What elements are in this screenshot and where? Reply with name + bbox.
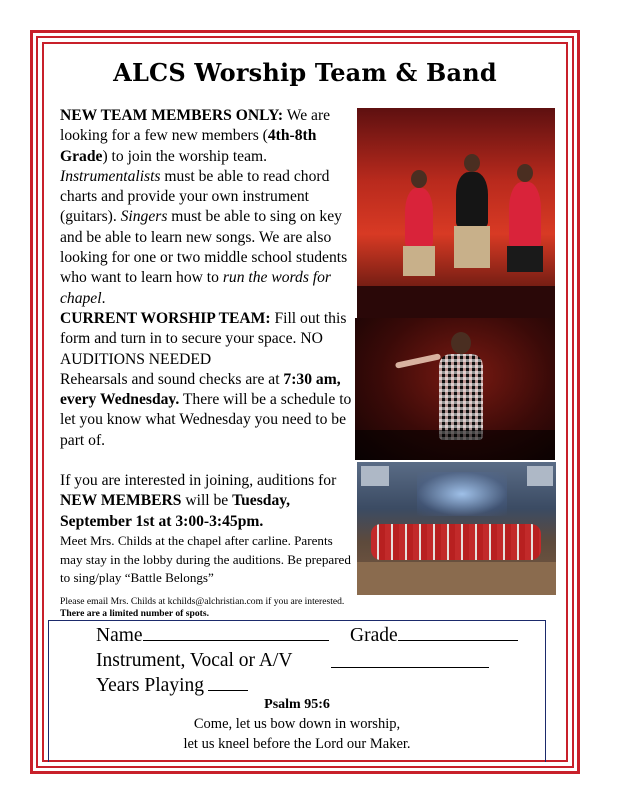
instrument-row xyxy=(96,650,292,672)
grade-field[interactable] xyxy=(398,626,518,641)
name-label: Name xyxy=(96,625,143,646)
grade-range: 4th-8th Grade xyxy=(60,127,317,165)
rehearsal-paragraph: Rehearsals and sound checks are at 7:30 am, every Wednesday. There will be a schedule to let you know what Wednesday you need to be part of. xyxy=(60,370,352,449)
instrument-field[interactable] xyxy=(331,653,489,668)
verse-reference: Psalm 95:6 xyxy=(264,697,330,712)
new-members-paragraph: NEW TEAM MEMBERS ONLY: We are looking for a few new members (4th-8th Grade) to join the worship team. Instrumentalists must be able to read chord charts and provide your own instrument (guitars). Singers must be able to sing on key and be able to learn new songs. We are also looking for one or two middle school students who want to learn how to run the words for chapel. xyxy=(60,107,348,307)
name-row xyxy=(96,625,329,647)
solo-singer-photo xyxy=(355,318,555,460)
rehearsal-time: 7:30 am, every Wednesday. xyxy=(60,370,341,409)
grade-label: Grade xyxy=(350,625,398,646)
singers-photo xyxy=(357,108,555,318)
current-team-paragraph: CURRENT WORSHIP TEAM: Fill out this form and turn in to secure your space. NO AUDITIONS NEEDED xyxy=(60,309,347,368)
instrument-label: Instrument, Vocal or A/V xyxy=(96,650,293,671)
contact-note: Please email Mrs. Childs at kchilds@alchristian.com if you are interested. There are a limited number of spots. xyxy=(60,595,345,620)
years-row xyxy=(96,675,248,697)
audition-details: Meet Mrs. Childs at the chapel after carline. Parents may stay in the lobby during the auditions. Be prepared to sing/play “Battle Belongs” xyxy=(60,532,351,586)
flyer-body xyxy=(60,106,354,621)
new-members-heading: NEW TEAM MEMBERS ONLY: xyxy=(60,107,284,124)
group-photo xyxy=(357,462,556,595)
audition-paragraph: If you are interested in joining, auditions for NEW MEMBERS will be Tuesday, September 1st at 3:00-3:45pm. xyxy=(60,472,337,530)
grade-row xyxy=(350,625,518,647)
verse-line-2: let us kneel before the Lord our Maker. xyxy=(183,736,411,752)
years-label: Years Playing xyxy=(96,675,204,696)
verse-line-1: Come, let us bow down in worship, xyxy=(193,716,401,732)
name-field[interactable] xyxy=(143,626,329,641)
audition-date: Tuesday, September 1st at 3:00-3:45pm. xyxy=(60,492,291,530)
years-field[interactable] xyxy=(208,676,248,691)
current-team-heading: CURRENT WORSHIP TEAM: xyxy=(60,309,271,327)
flyer-title: ALCS Worship Team & Band xyxy=(113,58,497,87)
